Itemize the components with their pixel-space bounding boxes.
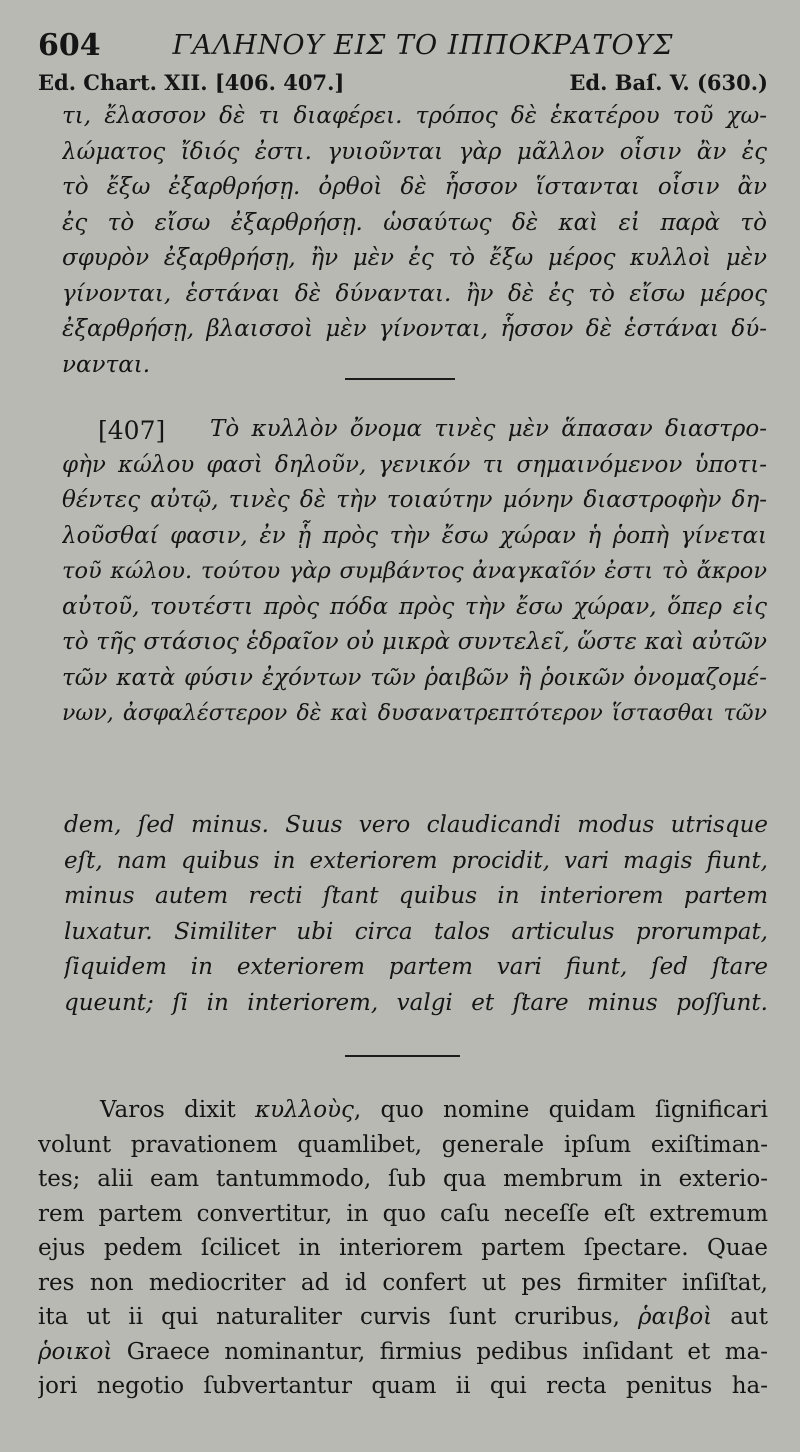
- section-divider: [345, 1055, 460, 1057]
- edition-reference-right: Ed. Baſ. V. (630.): [569, 70, 768, 95]
- greek-term: ῥαιβοὶ: [637, 1304, 713, 1330]
- text-line: τῶν κατὰ φύσιν ἐχόντων τῶν ῥαιβῶν ἢ ῥοικῶν ὀνομαζομέ-: [62, 664, 767, 691]
- text-line: ῥοικοὶ Graece nominantur, firmius pedibus inſidant et ma-: [38, 1338, 768, 1365]
- text-line: λώματος ἴδιός ἐστι. γυιοῦνται γὰρ μᾶλλον οἷσιν ἂν ἐς: [62, 138, 767, 165]
- text-line: Τὸ κυλλὸν ὄνομα τινὲς μὲν ἅπασαν διαστρο-: [210, 416, 767, 442]
- text-line: νων, ἀσφαλέστερον δὲ καὶ δυσανατρεπτότερον ἵστασθαι τῶν: [62, 701, 767, 726]
- text-line: ita ut ii qui naturaliter curvis ſunt cruribus, ῥαιβοὶ aut: [38, 1304, 768, 1330]
- latin-text-top: [64, 808, 768, 1021]
- greek-text-section: [62, 412, 767, 732]
- text-line: dem, ſed minus. Suus vero claudicandi modus utrisque: [64, 812, 768, 838]
- text-line: γίνονται, ἑστάναι δὲ δύνανται. ἢν δὲ ἐς τὸ εἴσω μέρος: [62, 280, 767, 307]
- section-marker: [407]: [98, 416, 166, 445]
- greek-term: κυλλοὺς: [254, 1097, 354, 1123]
- text-line: τὸ ἔξω ἐξαρθρήσῃ. ὀρθοὶ δὲ ἧσσον ἵστανται οἷσιν ἂν: [62, 174, 767, 200]
- text-line: τι, ἔλασσον δὲ τι διαφέρει. τρόπος δὲ ἑκατέρου τοῦ χω-: [62, 103, 767, 129]
- text-line: θέντες αὐτῷ, τινὲς δὲ τὴν τοιαύτην μόνην διαστροφὴν δη-: [62, 487, 767, 513]
- text-line: λοῦσθαί φασιν, ἐν ᾗ πρὸς τὴν ἔσω χώραν ἡ ῥοπὴ γίνεται: [62, 522, 767, 549]
- text-line: ἐξαρθρήσῃ, βλαισσοὶ μὲν γίνονται, ἧσσον δὲ ἑστάναι δύ-: [62, 316, 767, 342]
- text-line: ἐς τὸ εἴσω ἐξαρθρήσῃ. ὡσαύτως δὲ καὶ εἰ παρὰ τὸ: [62, 209, 767, 236]
- text-line: eſt, nam quibus in exteriorem procidit, vari magis fiunt,: [64, 847, 768, 874]
- text-line: queunt; ſi in interiorem, valgi et ſtare minus poſſunt.: [64, 989, 768, 1016]
- text-line: volunt pravationem quamlibet, generale ipſum exiſtiman-: [38, 1131, 768, 1158]
- text-line: res non mediocriter ad id confert ut pes firmiter inſiſtat,: [38, 1269, 768, 1296]
- text-line: Varos dixit κυλλοὺς, quo nomine quidam ſignificari: [100, 1097, 768, 1123]
- latin-text-bottom: [38, 1093, 768, 1404]
- edition-reference-row: [38, 70, 768, 100]
- greek-term: ῥοικοὶ: [38, 1338, 113, 1365]
- text-line: νανται.: [62, 351, 151, 378]
- text-line: τὸ τῆς στάσιος ἑδραῖον οὐ μικρὰ συντελεῖ, ὥστε καὶ αὐτῶν: [62, 629, 767, 655]
- text-line: ſiquidem in exteriorem partem vari fiunt, ſed ſtare: [64, 954, 768, 980]
- text-line: luxatur. Similiter ubi circa talos articulus prorumpat,: [64, 918, 768, 945]
- text-line: αὐτοῦ, τουτέστι πρὸς πόδα πρὸς τὴν ἔσω χώραν, ὅπερ εἰς: [62, 593, 767, 620]
- text-line: φὴν κώλου φασὶ δηλοῦν, γενικόν τι σημαινόμενον ὑποτι-: [62, 451, 767, 478]
- greek-text-top: [62, 99, 767, 383]
- edition-reference-left: Ed. Chart. XII. [406. 407.]: [38, 70, 345, 95]
- section-divider: [345, 378, 455, 380]
- text-line: rem partem convertitur, in quo caſu neceſſe eſt extremum: [38, 1200, 768, 1227]
- text-line: ejus pedem ſcilicet in interiorem partem ſpectare. Quae: [38, 1235, 768, 1261]
- page-header: [38, 28, 768, 68]
- text-line: jori negotio ſubvertantur quam ii qui recta penitus ha-: [38, 1373, 768, 1399]
- page-number: 604: [38, 28, 101, 63]
- text-line: tes; alii eam tantummodo, ſub qua membrum in exterio-: [38, 1166, 768, 1192]
- text-line: minus autem recti ſtant quibus in interiorem partem: [64, 883, 768, 909]
- text-line: τοῦ κώλου. τούτου γὰρ συμβάντος ἀναγκαῖόν ἐστι τὸ ἄκρον: [62, 558, 767, 584]
- running-head: ΓΑΛΗΝΟΥ ΕΙΣ ΤΟ ΙΠΠΟΚΡΑΤΟΥΣ: [172, 30, 674, 61]
- text-line: σφυρὸν ἐξαρθρήσῃ, ἢν μὲν ἐς τὸ ἔξω μέρος κυλλοὶ μὲν: [62, 245, 767, 271]
